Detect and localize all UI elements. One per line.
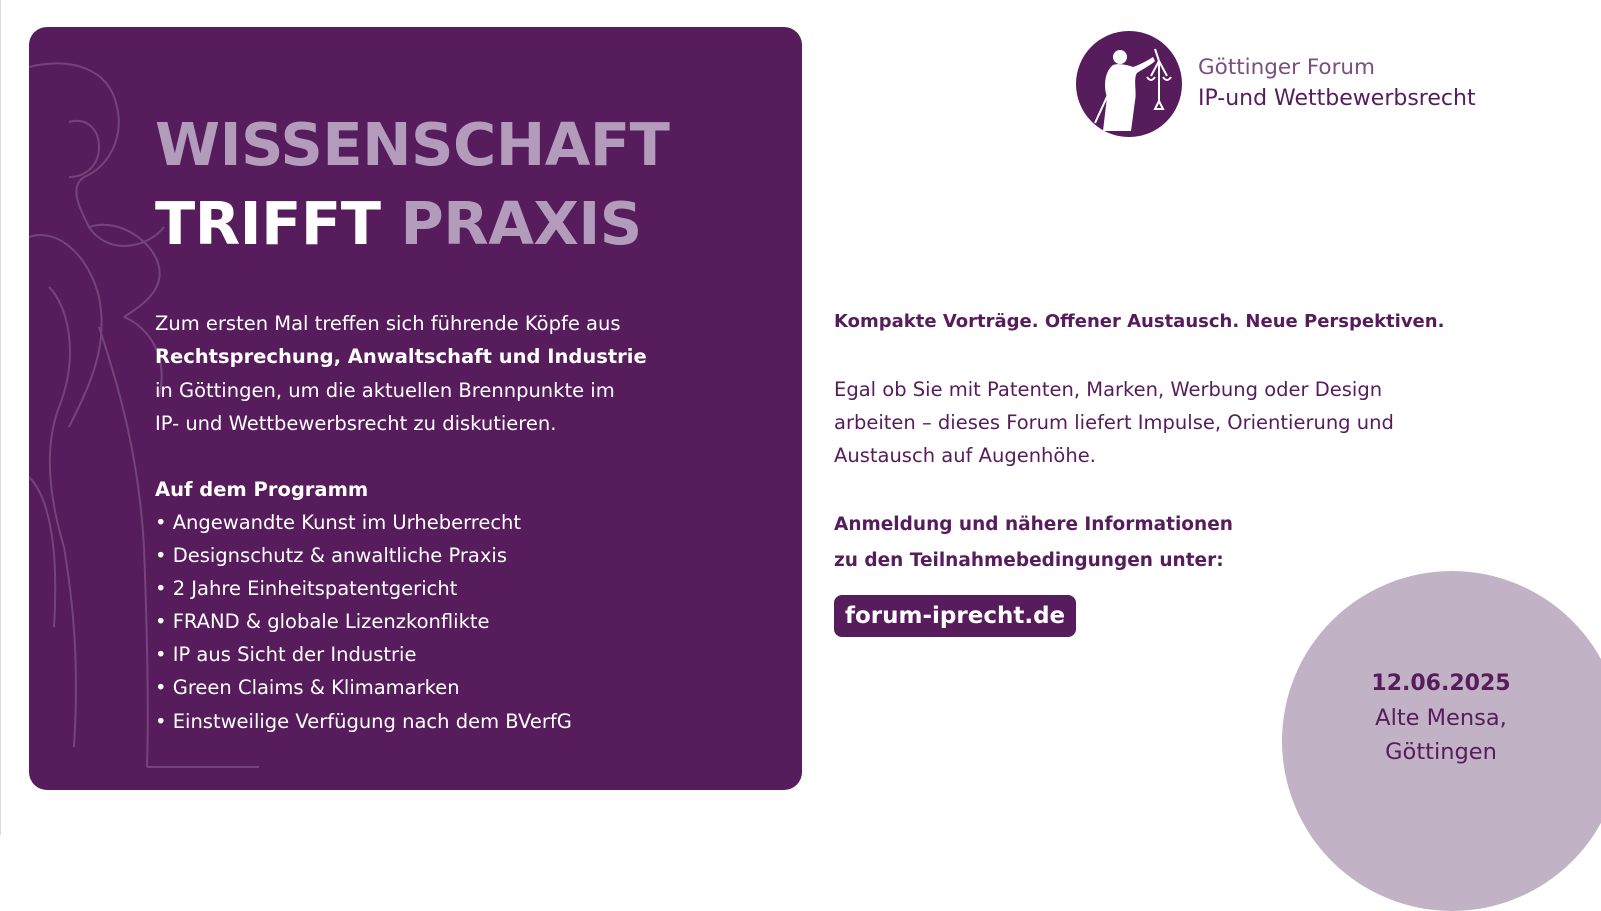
description-line-3: Austausch auf Augenhöhe. [834, 444, 1096, 468]
program-item: • IP aus Sicht der Industrie [155, 638, 572, 671]
description-paragraph [834, 373, 1514, 473]
intro-line-3: in Göttingen, um die aktuellen Brennpunkte im [155, 378, 615, 402]
description-line-1: Egal ob Sie mit Patenten, Marken, Werbung oder Design [834, 378, 1383, 401]
event-location-line-1: Alte Mensa, [1375, 705, 1507, 731]
program-item: • Angewandte Kunst im Urheberrecht [155, 506, 572, 539]
justitia-scales-icon [1075, 31, 1184, 137]
program-panel [29, 27, 802, 790]
registration-info [834, 507, 1394, 579]
headline-praxis: PRAXIS [400, 189, 642, 258]
left-edge-divider [0, 0, 1, 835]
registration-line-1: Anmeldung und nähere Informationen [834, 514, 1233, 535]
program-title: Auf dem Programm [155, 478, 369, 501]
headline-trifft: TRIFFT [155, 189, 381, 258]
event-location-line-2: Göttingen [1385, 739, 1497, 765]
registration-line-2: zu den Teilnahmebedingungen unter: [834, 550, 1224, 571]
intro-bold-line: Rechtsprechung, Anwaltschaft und Industrie [155, 345, 647, 369]
program-item: • FRAND & globale Lizenzkonflikte [155, 605, 572, 638]
event-info [1340, 667, 1542, 769]
event-date: 12.06.2025 [1371, 671, 1511, 696]
tagline: Kompakte Vorträge. Offener Austausch. Neue Perspektiven. [834, 311, 1445, 332]
website-link[interactable]: forum-iprecht.de [834, 595, 1076, 637]
intro-line-1: Zum ersten Mal treffen sich führende Köpfe aus [155, 312, 621, 335]
program-list [155, 506, 572, 738]
logo-text-goettinger-forum: Göttinger Forum [1198, 55, 1375, 80]
description-line-2: arbeiten – dieses Forum liefert Impulse, Orientierung und [834, 411, 1394, 435]
headline-trifft-praxis [155, 189, 642, 258]
intro-paragraph [155, 307, 715, 440]
intro-line-4: IP- und Wettbewerbsrecht zu diskutieren. [155, 411, 557, 435]
program-item: • Green Claims & Klimamarken [155, 671, 572, 704]
program-item: • 2 Jahre Einheitspatentgericht [155, 572, 572, 605]
logo-text-ip-wettbewerbsrecht: IP-und Wettbewerbsrecht [1198, 86, 1476, 111]
headline-wissenschaft: WISSENSCHAFT [155, 110, 670, 179]
program-item: • Designschutz & anwaltliche Praxis [155, 539, 572, 572]
program-item: • Einstweilige Verfügung nach dem BVerfG [155, 705, 572, 738]
